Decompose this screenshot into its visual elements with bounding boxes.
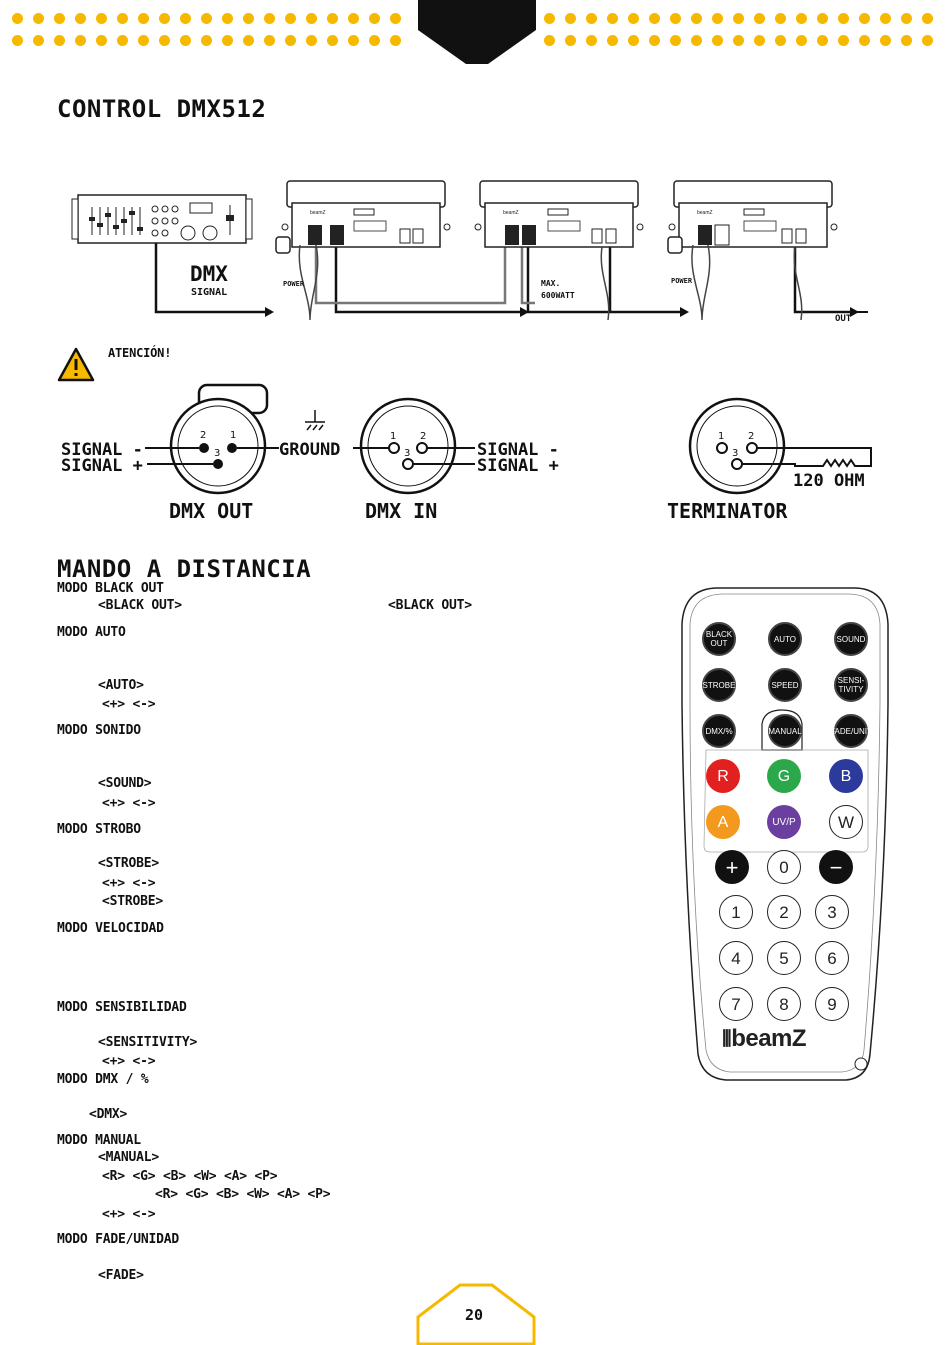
number-0-button[interactable]: 0 — [767, 850, 801, 884]
number-5-button[interactable]: 5 — [767, 941, 801, 975]
number-4-button[interactable]: 4 — [719, 941, 753, 975]
mode-text: <FADE> — [98, 1268, 144, 1283]
mode-text: MODO STROBO — [57, 822, 141, 837]
terminator-connector — [690, 399, 784, 493]
power-label-1: POWER — [283, 280, 305, 288]
decorative-dot — [691, 35, 702, 46]
mode-text: <BLACK OUT> — [388, 598, 472, 613]
mode-text: MODO DMX / % — [57, 1072, 149, 1087]
decorative-dot — [327, 35, 338, 46]
decorative-dot — [628, 13, 639, 24]
decorative-dot — [33, 13, 44, 24]
page-title-remote: MANDO A DISTANCIA — [57, 555, 312, 583]
decorative-dot — [369, 13, 380, 24]
manual-button[interactable]: MANUAL — [768, 714, 802, 748]
sound-button[interactable]: SOUND — [834, 622, 868, 656]
decorative-dot — [670, 35, 681, 46]
decorative-dot — [544, 13, 555, 24]
decorative-dot — [96, 35, 107, 46]
decorative-dot — [817, 13, 828, 24]
decorative-dot — [880, 13, 891, 24]
dmx-in-connector — [361, 399, 455, 493]
mode-text: <SENSITIVITY> — [98, 1035, 198, 1050]
dmx-label: DMX — [190, 262, 228, 286]
mode-text: <+> <-> — [102, 876, 156, 891]
decorative-dot — [369, 35, 380, 46]
minus-button[interactable]: − — [819, 850, 853, 884]
dmx-out-label: DMX OUT — [169, 499, 254, 523]
watt-label: 600WATT — [541, 291, 575, 300]
remote-control — [678, 584, 892, 1084]
green-button[interactable]: G — [767, 759, 801, 793]
decorative-dot — [544, 35, 555, 46]
term-pin1-label: 1 — [718, 431, 725, 442]
mode-text: MODO MANUAL — [57, 1133, 141, 1148]
dmx-in-label: DMX IN — [365, 499, 438, 523]
decorative-dot — [117, 13, 128, 24]
decorative-dot — [628, 35, 639, 46]
fixture-2 — [475, 181, 643, 247]
plus-button[interactable]: + — [715, 850, 749, 884]
term-pin3-label: 3 — [732, 448, 739, 459]
blue-button[interactable]: B — [829, 759, 863, 793]
decorative-dot — [838, 13, 849, 24]
decorative-dot — [712, 35, 723, 46]
decorative-dot — [33, 35, 44, 46]
decorative-dot — [12, 13, 23, 24]
in-pin1-label: 1 — [390, 431, 397, 442]
fade-button[interactable]: FADE/UNIT — [834, 714, 868, 748]
warning-label: ATENCIÓN! — [108, 346, 172, 360]
dmx-out-connector — [171, 385, 267, 493]
decorative-dot — [12, 35, 23, 46]
decorative-dot — [754, 13, 765, 24]
signal-label: SIGNAL — [191, 287, 228, 298]
amber-button[interactable]: A — [706, 805, 740, 839]
auto-button[interactable]: AUTO — [768, 622, 802, 656]
decorative-dot — [586, 35, 597, 46]
number-6-button[interactable]: 6 — [815, 941, 849, 975]
decorative-dot — [54, 35, 65, 46]
mode-text: <R> <G> <B> <W> <A> <P> — [102, 1169, 278, 1184]
decorative-dot — [733, 35, 744, 46]
white-button[interactable]: W — [829, 805, 863, 839]
decorative-dot — [901, 13, 912, 24]
number-9-button[interactable]: 9 — [815, 987, 849, 1021]
decorative-dot — [96, 13, 107, 24]
decorative-dot — [138, 35, 149, 46]
mode-text: MODO VELOCIDAD — [57, 921, 164, 936]
decorative-dot — [264, 13, 275, 24]
decorative-dot — [649, 13, 660, 24]
fixture-1 — [282, 181, 450, 247]
mode-text: MODO SENSIBILIDAD — [57, 1000, 187, 1015]
sensitivity-button[interactable]: SENSI-TIVITY — [834, 668, 868, 702]
decorative-dot — [565, 35, 576, 46]
decorative-dot — [264, 35, 275, 46]
warning-icon — [57, 347, 95, 383]
decorative-dot — [649, 35, 660, 46]
dmx-button[interactable]: DMX/% — [702, 714, 736, 748]
decorative-dot — [859, 35, 870, 46]
out-signal-minus: SIGNAL - — [61, 440, 143, 460]
decorative-dot — [75, 13, 86, 24]
out-label: OUT — [835, 314, 852, 324]
mode-text: MODO AUTO — [57, 625, 126, 640]
decorative-dot — [222, 35, 233, 46]
decorative-dot — [859, 13, 870, 24]
decorative-dot — [243, 35, 254, 46]
mode-text: <MANUAL> — [98, 1150, 160, 1165]
page-number: 20 — [465, 1306, 484, 1324]
decorative-dot — [348, 35, 359, 46]
decorative-dot — [775, 35, 786, 46]
decorative-dot — [565, 13, 576, 24]
decorative-dot — [222, 13, 233, 24]
decorative-dot — [390, 13, 401, 24]
term-pin2-label: 2 — [748, 431, 755, 442]
mode-text: MODO SONIDO — [57, 723, 141, 738]
decorative-dot — [390, 35, 401, 46]
decorative-dot — [243, 13, 254, 24]
decorative-dot — [54, 13, 65, 24]
decorative-dot — [607, 35, 618, 46]
mode-text: <DMX> — [89, 1107, 128, 1122]
decorative-dot — [159, 35, 170, 46]
decorative-dot — [327, 13, 338, 24]
in-signal-minus: SIGNAL - — [477, 440, 559, 460]
decorative-dot — [775, 13, 786, 24]
in-pin3-label: 3 — [404, 448, 411, 459]
number-7-button[interactable]: 7 — [719, 987, 753, 1021]
fixture-brand-1: beamZ — [310, 210, 326, 216]
mode-text: <AUTO> — [98, 678, 144, 693]
decorative-dot — [138, 13, 149, 24]
decorative-dot — [159, 13, 170, 24]
decorative-dot — [75, 35, 86, 46]
mode-text: <+> <-> — [102, 1054, 156, 1069]
speed-button[interactable]: SPEED — [768, 668, 802, 702]
brand-z-icon: ⦀ — [722, 1026, 732, 1051]
decorative-dot — [880, 35, 891, 46]
number-3-button[interactable]: 3 — [815, 895, 849, 929]
fixture-brand-2: beamZ — [503, 210, 519, 216]
mode-text: MODO FADE/UNIDAD — [57, 1232, 180, 1247]
decorative-dot — [754, 35, 765, 46]
max-label: MAX. — [541, 279, 561, 288]
uv-purple-button[interactable]: UV/P — [767, 805, 801, 839]
number-8-button[interactable]: 8 — [767, 987, 801, 1021]
ground-label: GROUND — [279, 440, 341, 460]
mode-text: MODO BLACK OUT — [57, 581, 164, 596]
mode-text: <BLACK OUT> — [98, 598, 182, 613]
header-notch — [418, 0, 536, 66]
decorative-dot — [306, 13, 317, 24]
ohm-label: 120 OHM — [793, 471, 865, 491]
decorative-dot — [586, 13, 597, 24]
decorative-dot — [180, 13, 191, 24]
number-1-button[interactable]: 1 — [719, 895, 753, 929]
decorative-dot — [922, 13, 933, 24]
mode-text: <STROBE> — [98, 856, 160, 871]
number-2-button[interactable]: 2 — [767, 895, 801, 929]
mode-text: <SOUND> — [98, 776, 152, 791]
decorative-dot — [901, 35, 912, 46]
decorative-dot — [670, 13, 681, 24]
black-out-button[interactable]: BLACK OUT — [702, 622, 736, 656]
decorative-dot — [691, 13, 702, 24]
in-signal-plus: SIGNAL + — [477, 456, 559, 476]
decorative-dot — [201, 13, 212, 24]
terminator-label: TERMINATOR — [667, 499, 788, 523]
remote-brand-logo — [722, 1025, 806, 1053]
decorative-dot — [285, 35, 296, 46]
fixture-brand-3: beamZ — [697, 210, 713, 216]
out-signal-plus: SIGNAL + — [61, 456, 143, 476]
mode-text: <STROBE> — [102, 894, 164, 909]
decorative-dot — [348, 13, 359, 24]
decorative-dot — [922, 35, 933, 46]
page-title-dmx: CONTROL DMX512 — [57, 95, 267, 123]
decorative-dot — [817, 35, 828, 46]
decorative-dot — [306, 35, 317, 46]
decorative-dot — [796, 35, 807, 46]
mode-text: <+> <-> — [102, 1207, 156, 1222]
decorative-dot — [838, 35, 849, 46]
power-label-2: POWER — [671, 277, 693, 285]
out-pin3-label: 3 — [214, 448, 221, 459]
fixture-3 — [669, 181, 837, 247]
connector-pinout-diagram — [55, 380, 885, 530]
remote-brand-text: beamZ — [731, 1025, 807, 1052]
mode-text: <R> <G> <B> <W> <A> <P> — [155, 1187, 331, 1202]
decorative-dot — [180, 35, 191, 46]
dmx-chain-diagram — [60, 175, 880, 325]
header-decoration — [0, 0, 950, 70]
decorative-dot — [117, 35, 128, 46]
dmx-controller — [72, 195, 252, 243]
mode-text: <+> <-> — [102, 697, 156, 712]
decorative-dot — [607, 13, 618, 24]
mode-text: <+> <-> — [102, 796, 156, 811]
strobe-button[interactable]: STROBE — [702, 668, 736, 702]
decorative-dot — [796, 13, 807, 24]
decorative-dot — [712, 13, 723, 24]
red-button[interactable]: R — [706, 759, 740, 793]
decorative-dot — [201, 35, 212, 46]
in-pin2-label: 2 — [420, 431, 427, 442]
out-pin2-label: 2 — [200, 430, 207, 441]
decorative-dot — [285, 13, 296, 24]
out-pin1-label: 1 — [230, 430, 237, 441]
decorative-dot — [733, 13, 744, 24]
